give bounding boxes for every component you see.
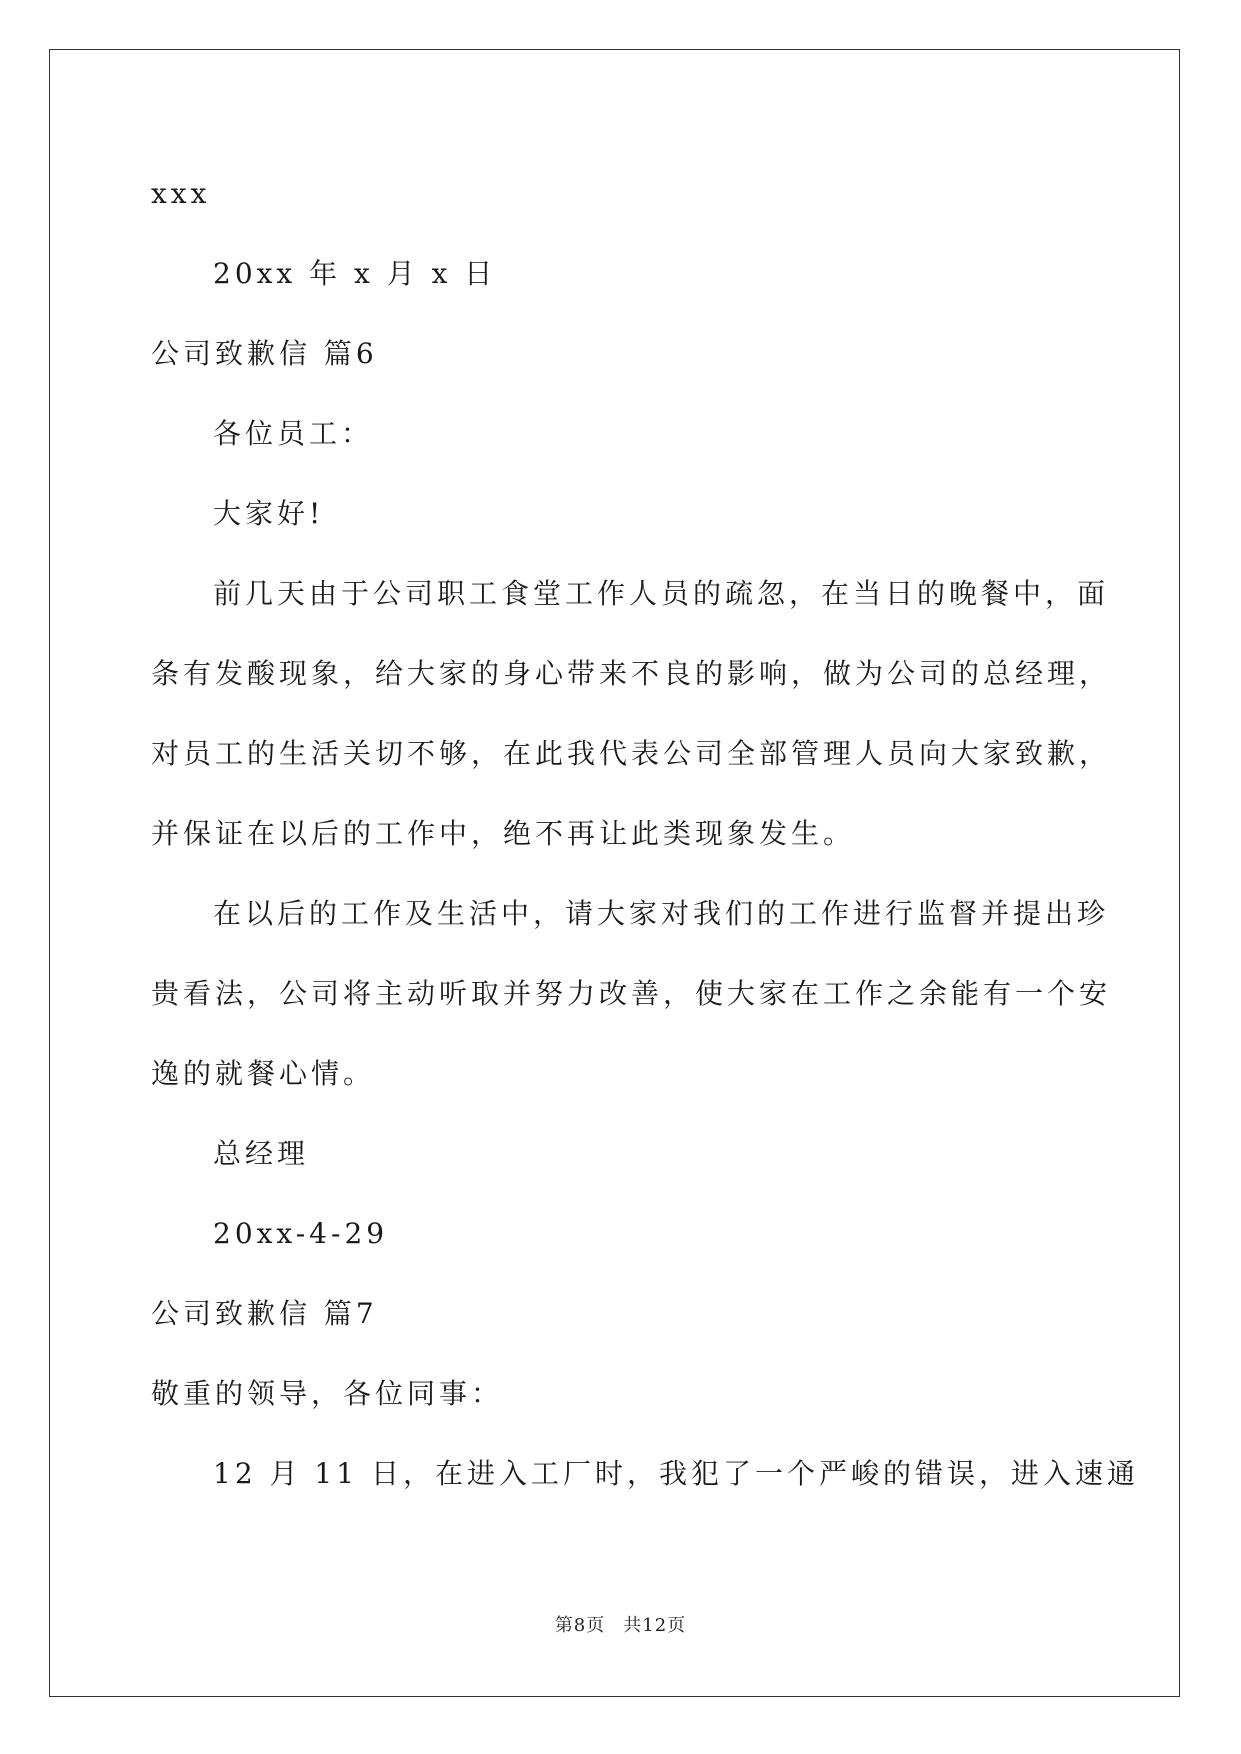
paragraph-line: 12 月 11 日，在进入工厂时，我犯了一个严峻的错误，进入速通	[213, 1457, 1139, 1490]
section-heading-6: 公司致歉信 篇6	[151, 337, 378, 370]
section-heading-7: 公司致歉信 篇7	[151, 1297, 378, 1330]
page-footer	[0, 1615, 1241, 1637]
date-line: 20xx 年 x 月 x 日	[213, 257, 497, 290]
page-border	[49, 49, 1180, 1697]
page-number: 第8页	[554, 1615, 606, 1636]
salutation: 敬重的领导，各位同事：	[151, 1377, 504, 1410]
paragraph-line: 贵看法，公司将主动听取并努力改善，使大家在工作之余能有一个安	[151, 977, 1112, 1010]
page-total: 共12页	[623, 1615, 687, 1636]
paragraph-line: 逸的就餐心情。	[151, 1057, 376, 1090]
sender-name: xxx	[151, 177, 211, 210]
signature-date: 20xx-4-29	[213, 1217, 389, 1250]
paragraph-line: 前几天由于公司职工食堂工作人员的疏忽，在当日的晚餐中，面	[213, 577, 1110, 610]
salutation: 各位员工：	[213, 417, 374, 450]
signature-title: 总经理	[213, 1137, 310, 1170]
paragraph-line: 条有发酸现象，给大家的身心带来不良的影响，做为公司的总经理，	[151, 657, 1112, 690]
paragraph-line: 并保证在以后的工作中，绝不再让此类现象发生。	[151, 817, 856, 850]
greeting: 大家好!	[213, 497, 325, 530]
paragraph-line: 对员工的生活关切不够，在此我代表公司全部管理人员向大家致歉，	[151, 737, 1112, 770]
paragraph-line: 在以后的工作及生活中，请大家对我们的工作进行监督并提出珍	[213, 897, 1110, 930]
